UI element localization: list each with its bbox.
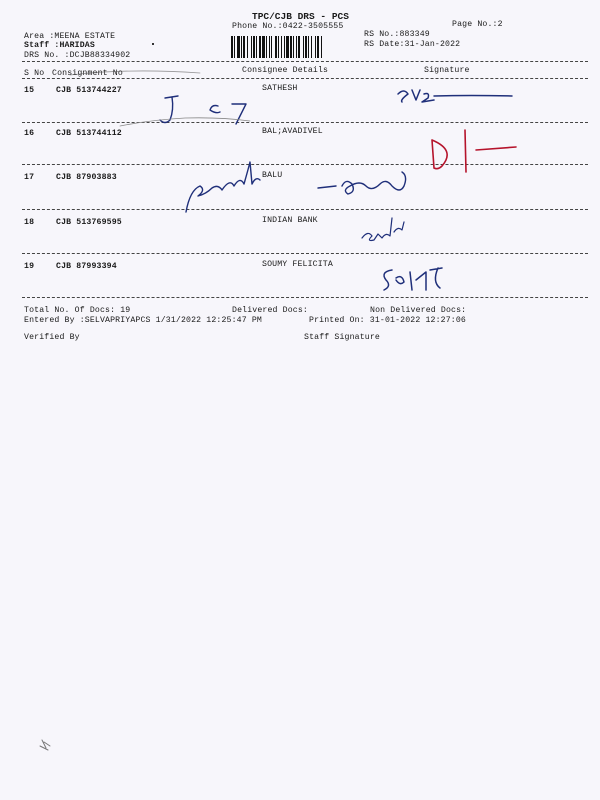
entered-by: Entered By :SELVAPRIYAPCS 1/31/2022 12:25:47 PM	[24, 316, 262, 325]
pencil-stroke	[70, 71, 200, 75]
row-consignment: CJB 87993394	[56, 262, 117, 271]
signature	[186, 162, 260, 212]
col-signature: Signature	[424, 66, 470, 75]
staff-label: Staff :HARIDAS	[24, 41, 95, 50]
verified-by: Verified By	[24, 333, 80, 342]
row-consignment: CJB 513744227	[56, 86, 122, 95]
pencil-stroke	[120, 118, 250, 126]
rs-date: RS Date:31-Jan-2022	[364, 40, 461, 49]
staff-signature: Staff Signature	[304, 333, 380, 342]
row-consignee: INDIAN BANK	[262, 216, 318, 225]
col-consignee: Consignee Details	[242, 66, 329, 75]
row-consignee: SATHESH	[262, 84, 298, 93]
non-delivered-docs: Non Delivered Docs:	[370, 306, 467, 315]
row-sno: 18	[24, 218, 35, 227]
row-sno: 15	[24, 86, 35, 95]
printed-on: Printed On: 31-01-2022 12:27:06	[309, 316, 466, 325]
row-consignee: SOUMY FELICITA	[262, 260, 333, 269]
row-sno: 17	[24, 173, 35, 182]
row-sno: 16	[24, 129, 35, 138]
total-docs: Total No. Of Docs: 19	[24, 306, 131, 315]
delivered-docs: Delivered Docs:	[232, 306, 308, 315]
signature	[362, 218, 404, 241]
signature-scribble	[210, 104, 246, 124]
phone-number: Phone No.:0422-3505555	[232, 22, 344, 31]
row-sno: 19	[24, 262, 35, 271]
scan-mark	[40, 740, 50, 750]
signature	[318, 172, 406, 194]
drs-number: DRS No. :DCJB88334902	[24, 51, 131, 60]
signature	[432, 130, 516, 172]
rs-number: RS No.:883349	[364, 30, 430, 39]
row-consignment: CJB 513744112	[56, 129, 122, 138]
col-sno: S No	[24, 69, 45, 78]
row-consignment: CJB 513769595	[56, 218, 122, 227]
row-consignee: BALU	[262, 171, 283, 180]
signature	[384, 268, 442, 290]
col-consignment: Consignment No	[52, 69, 123, 78]
area-label: Area :MEENA ESTATE	[24, 32, 116, 41]
signature	[398, 90, 512, 102]
document-title: TPC/CJB DRS - PCS	[252, 11, 349, 22]
row-consignee: BAL;AVADIVEL	[262, 127, 323, 136]
row-consignment: CJB 87903883	[56, 173, 117, 182]
page-number: Page No.:2	[452, 20, 503, 29]
